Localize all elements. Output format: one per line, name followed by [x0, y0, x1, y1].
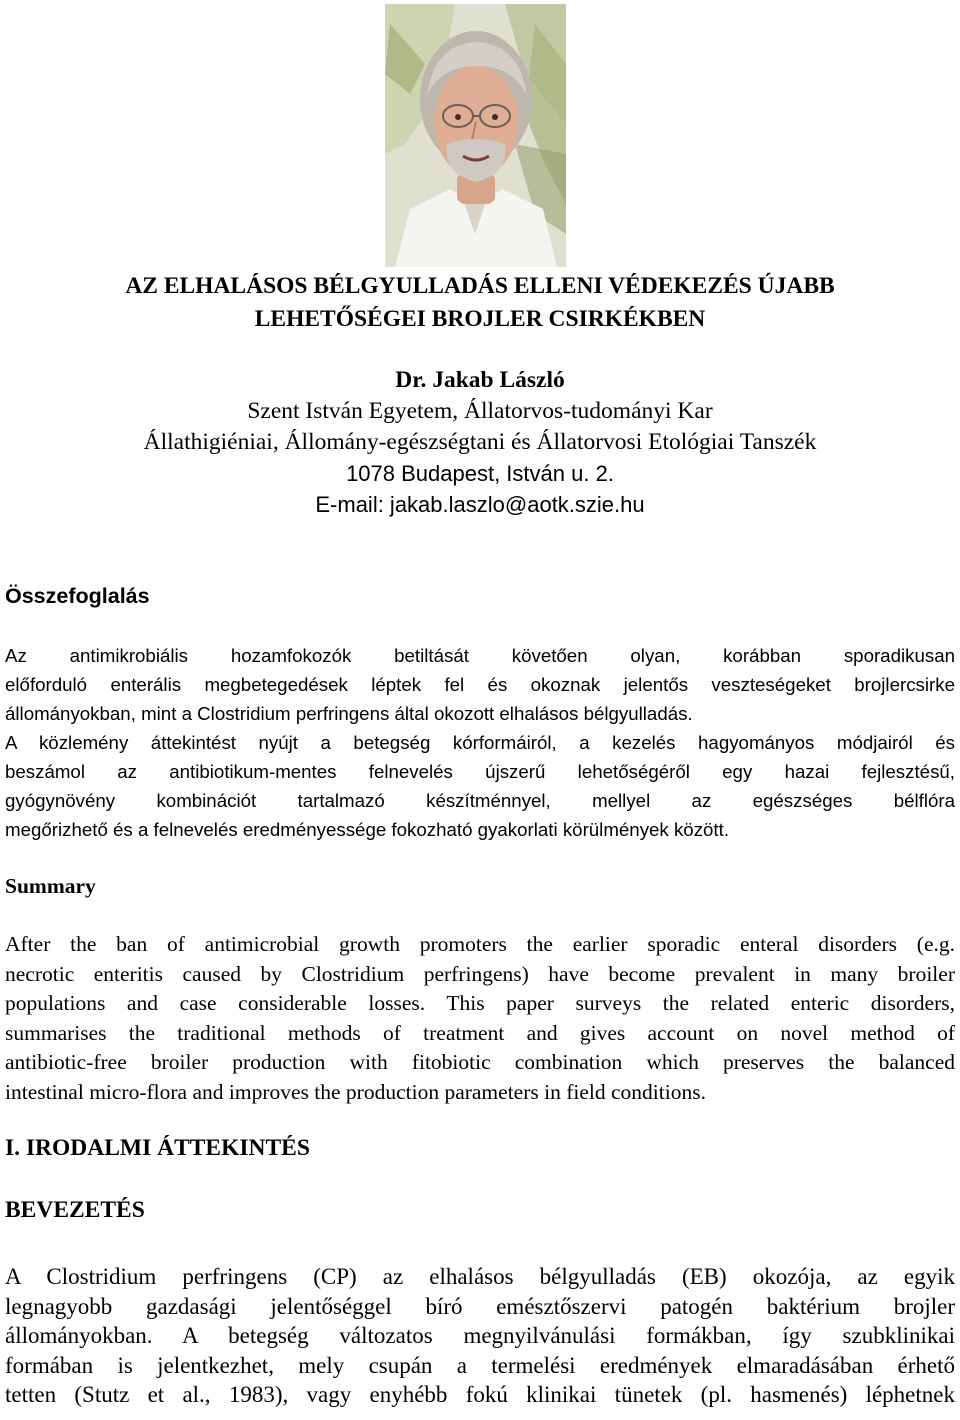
abstract-heading: Összefoglalás: [5, 584, 150, 608]
title-line-2: LEHETŐSÉGEI BROJLER CSIRKÉKBEN: [254, 306, 706, 332]
author-portrait-image: [385, 4, 566, 267]
intro-line: legnagyobb gazdasági jelentőséggel bíró emésztőszervi patogén baktérium brojler: [5, 1293, 955, 1319]
abstract-line: gyógynövény kombinációt tartalmazó készítménnyel, mellyel az egészséges bélflóra: [5, 790, 955, 811]
affiliation-university: Szent István Egyetem, Állatorvos-tudományi Kar: [247, 398, 713, 424]
summary-heading: Summary: [5, 874, 96, 898]
intro-line: A Clostridium perfringens (CP) az elhalásos bélgyulladás (EB) okozója, az egyik: [5, 1264, 955, 1289]
abstract-line: Az antimikrobiális hozamfokozók betiltását követően olyan, korábban sporadikusan: [5, 645, 955, 666]
summary-paragraph: [5, 930, 955, 1107]
summary-line: necrotic enteritis caused by Clostridium perfringens) have become prevalent in many broiler: [5, 961, 955, 986]
abstract-line: megőrizhető és a felnevelés eredményessége fokozható gyakorlati körülmények között.: [5, 819, 730, 840]
summary-line: populations and case considerable losses. This paper surveys the related enteric disorders,: [5, 991, 955, 1015]
intro-paragraph: [5, 1262, 955, 1410]
intro-line: formában is jelentkezhet, mely csupán a termelési eredmények elmaradásában érhető: [5, 1352, 955, 1378]
intro-line: állományokban. A betegség változatos megnyilvánulási formákban, így szubklinikai: [5, 1323, 955, 1349]
summary-line: After the ban of antimicrobial growth promoters the earlier sporadic enteral disorders (e.g.: [5, 932, 955, 956]
title-line-1: AZ ELHALÁSOS BÉLGYULLADÁS ELLENI VÉDEKEZÉS ÚJABB: [125, 273, 835, 299]
author-block: [0, 365, 960, 520]
paper-title: [0, 270, 960, 336]
author-email[interactable]: E-mail: jakab.laszlo@aotk.szie.hu: [315, 492, 645, 517]
abstract-line: állományokban, mint a Clostridium perfringens által okozott elhalásos bélgyulladás.: [5, 703, 693, 724]
summary-line: intestinal micro-flora and improves the production parameters in field conditions.: [5, 1079, 706, 1104]
abstract-line: előforduló enterális megbetegedések léptek fel és okoznak jelentős veszteségeket brojlercsirke: [5, 674, 955, 695]
summary-line: summarises the traditional methods of treatment and gives account on novel method of: [5, 1020, 955, 1045]
section-heading: I. IRODALMI ÁTTEKINTÉS: [5, 1135, 310, 1161]
abstract-line: beszámol az antibiotikum-mentes felnevelés újszerű lehetőségéről egy hazai fejlesztésű,: [5, 761, 955, 782]
author-name: Dr. Jakab László: [395, 367, 565, 393]
intro-heading: BEVEZETÉS: [5, 1197, 145, 1223]
author-photo: [385, 4, 566, 267]
summary-line: antibiotic-free broiler production with fitobiotic combination which preserves the balanced: [5, 1050, 955, 1074]
abstract-paragraph: [5, 641, 955, 844]
abstract-line: A közlemény áttekintést nyújt a betegség kórformáiról, a kezelés hagyományos módjairól és: [5, 732, 955, 753]
intro-line: tetten (Stutz et al., 1983), vagy enyhébb fokú klinikai tünetek (pl. hasmenés) léphetnek: [5, 1382, 955, 1408]
affiliation-department: Állathigiéniai, Állomány-egészségtani és Állatorvosi Etológiai Tanszék: [143, 429, 817, 455]
author-address: 1078 Budapest, István u. 2.: [346, 461, 614, 486]
